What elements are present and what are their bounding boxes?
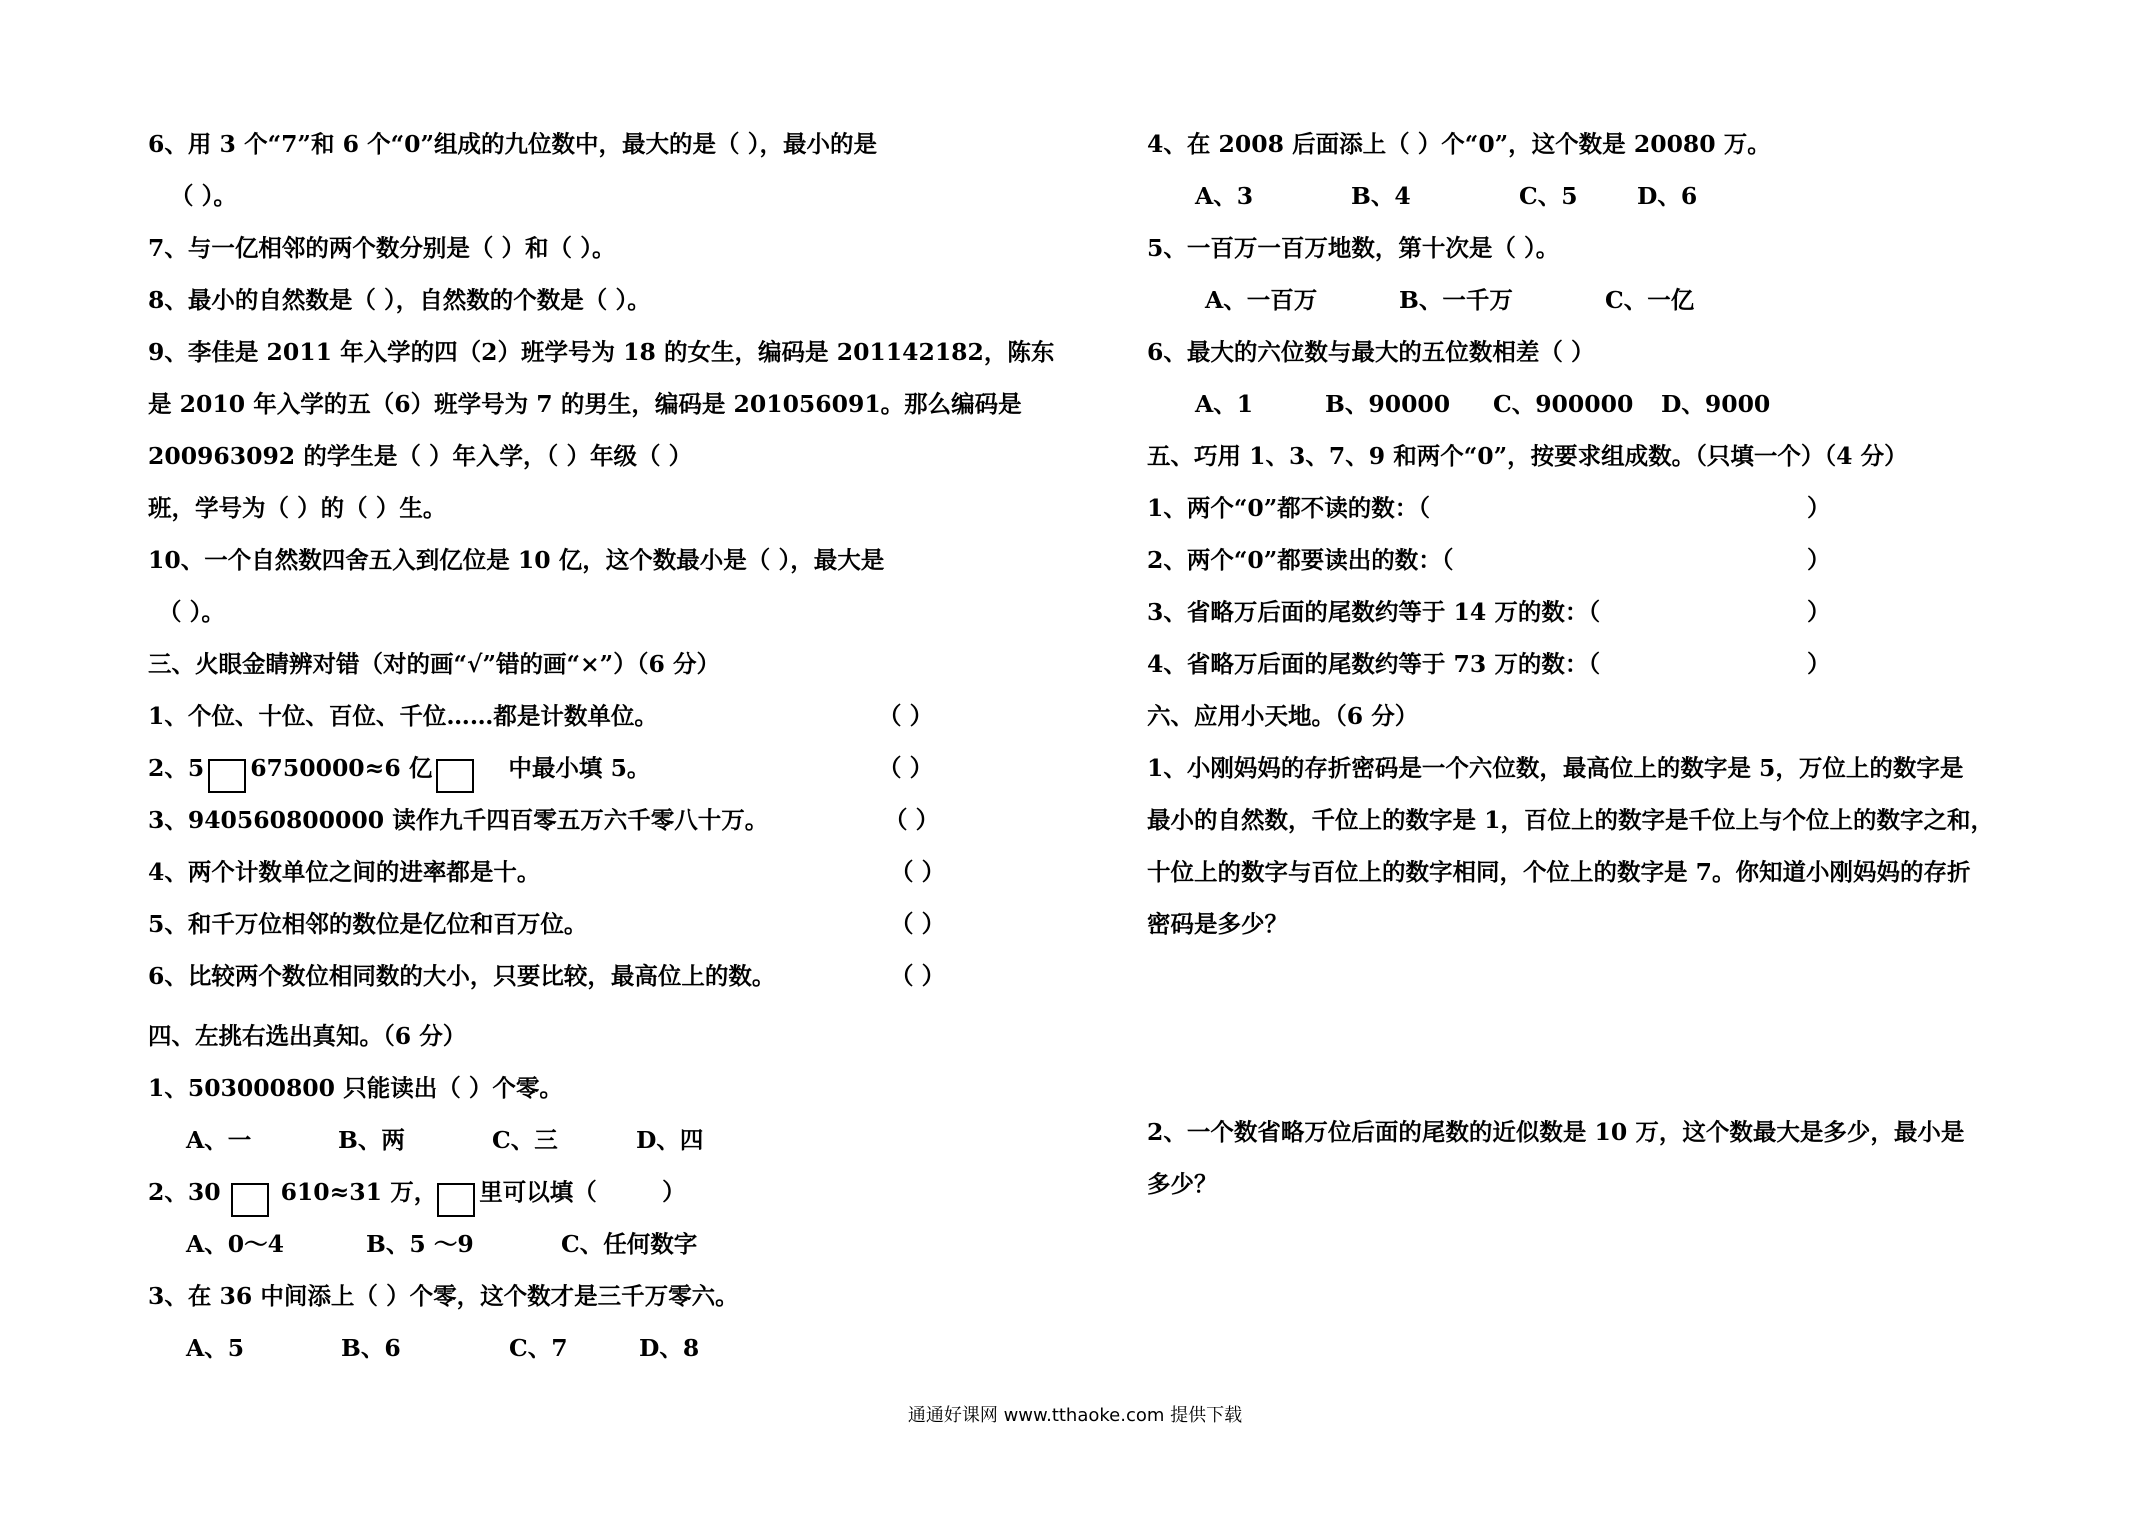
mc-question-r4-options — [1195, 178, 1697, 214]
option-d: D、9000 — [1661, 390, 1771, 418]
mc-question-2 — [148, 1174, 686, 1210]
option-c: C、900000 — [1493, 390, 1634, 418]
section-5-title: 五、巧用 1、3、7、9 和两个“0”，按要求组成数。（只填一个）（4 分） — [1147, 442, 1908, 470]
section-3-title: 三、火眼金睛辨对错（对的画“√”错的画“×”）（6 分） — [148, 650, 720, 678]
tf-item-4: 4、两个计数单位之间的进率都是十。 — [148, 858, 541, 886]
mc-question-1-options — [186, 1122, 703, 1158]
option-b: B、两 — [338, 1126, 405, 1154]
mc-question-r6-options — [1195, 386, 1770, 422]
footer-credit: 通通好课网 www.tthaoke.com 提供下载 — [907, 1405, 1243, 1426]
option-c: C、5 — [1519, 182, 1578, 210]
compose-item-2-close: ） — [1807, 546, 1831, 574]
tf-item-6: 6、比较两个数位相同数的大小，只要比较，最高位上的数。 — [148, 962, 776, 990]
word-problem-1-line3: 十位上的数字与百位上的数字相同，个位上的数字是 7。你知道小刚妈妈的存折 — [1147, 858, 1971, 886]
option-b: B、4 — [1351, 182, 1411, 210]
mc-question-2-part3: 里可以填（ ） — [479, 1178, 686, 1206]
word-problem-1-line4: 密码是多少？ — [1147, 910, 1288, 938]
mc-question-3: 3、在 36 中间添上（ ）个零，这个数才是三千万零六。 — [148, 1282, 739, 1310]
section-6-title: 六、应用小天地。（6 分） — [1147, 702, 1419, 730]
tf-item-1: 1、个位、十位、百位、千位……都是计数单位。 — [148, 702, 658, 730]
option-c: C、任何数字 — [561, 1230, 698, 1258]
blank-box — [437, 1183, 475, 1217]
compose-item-4-close: ） — [1807, 650, 1831, 678]
mc-question-3-options — [186, 1330, 699, 1366]
question-8: 8、最小的自然数是（ ），自然数的个数是（ ）。 — [148, 286, 651, 314]
question-6-line1: 6、用 3 个“7”和 6 个“0”组成的九位数中，最大的是（ ），最小的是 — [148, 130, 877, 158]
option-a: A、5 — [186, 1334, 245, 1362]
mc-question-2-part2: 610≈31 万， — [280, 1178, 438, 1206]
tf-answer-6: （ ） — [890, 962, 946, 990]
tf-item-2-part1: 2、5 — [148, 754, 205, 782]
question-7: 7、与一亿相邻的两个数分别是（ ）和（ ）。 — [148, 234, 616, 262]
mc-question-r6: 6、最大的六位数与最大的五位数相差（ ） — [1147, 338, 1595, 366]
word-problem-1-line2: 最小的自然数，千位上的数字是 1，百位上的数字是千位上与个位上的数字之和， — [1147, 806, 1995, 834]
compose-item-4: 4、省略万后面的尾数约等于 73 万的数：（ — [1147, 650, 1601, 678]
option-a: A、1 — [1195, 390, 1254, 418]
option-a: A、3 — [1195, 182, 1254, 210]
option-c: C、一亿 — [1605, 286, 1695, 314]
tf-answer-5: （ ） — [890, 910, 946, 938]
compose-item-1: 1、两个“0”都不读的数：（ — [1147, 494, 1430, 522]
option-b: B、一千万 — [1399, 286, 1513, 314]
tf-answer-4: （ ） — [890, 858, 946, 886]
mc-question-1: 1、503000800 只能读出（ ）个零。 — [148, 1074, 563, 1102]
option-b: B、5 ～9 — [366, 1230, 474, 1258]
compose-item-3-close: ） — [1807, 598, 1831, 626]
question-9-line4: 班，学号为（ ）的（ ）生。 — [148, 494, 447, 522]
blank-box — [231, 1183, 269, 1217]
compose-item-3: 3、省略万后面的尾数约等于 14 万的数：（ — [1147, 598, 1601, 626]
option-c: C、7 — [509, 1334, 568, 1362]
tf-item-2-part2: 6750000≈6 亿 — [250, 754, 433, 782]
question-10-line1: 10、一个自然数四舍五入到亿位是 10 亿，这个数最小是（ ），最大是 — [148, 546, 885, 574]
option-a: A、0～4 — [186, 1230, 284, 1258]
tf-item-5: 5、和千万位相邻的数位是亿位和百万位。 — [148, 910, 588, 938]
tf-item-2 — [148, 750, 650, 786]
question-9-line1: 9、李佳是 2011 年入学的四（2）班学号为 18 的女生，编码是 201142182，陈东 — [148, 338, 1055, 366]
blank-box — [436, 759, 474, 793]
tf-item-2-part3: 中最小填 5。 — [508, 754, 651, 782]
option-d: D、8 — [639, 1334, 700, 1362]
mc-question-r5-options — [1205, 282, 1694, 318]
option-a: A、一 — [186, 1126, 252, 1154]
option-b: B、6 — [341, 1334, 401, 1362]
tf-answer-3: （ ） — [884, 806, 940, 834]
word-problem-2-line2: 多少？ — [1147, 1170, 1218, 1198]
mc-question-r4: 4、在 2008 后面添上（ ）个“0”，这个数是 20080 万。 — [1147, 130, 1771, 158]
mc-question-2-options — [186, 1226, 697, 1262]
option-c: C、三 — [492, 1126, 558, 1154]
mc-question-2-part1: 2、30 — [148, 1178, 221, 1206]
tf-answer-2: （ ） — [878, 754, 934, 782]
blank-box — [208, 759, 246, 793]
question-10-line2: （ ）。 — [158, 598, 225, 626]
section-4-title: 四、左挑右选出真知。（6 分） — [148, 1022, 467, 1050]
option-d: D、四 — [636, 1126, 704, 1154]
option-b: B、90000 — [1325, 390, 1451, 418]
mc-question-r5: 5、一百万一百万地数，第十次是（ ）。 — [1147, 234, 1560, 262]
tf-answer-1: （ ） — [878, 702, 934, 730]
word-problem-2-line1: 2、一个数省略万位后面的尾数的近似数是 10 万，这个数最大是多少，最小是 — [1147, 1118, 1965, 1146]
tf-item-3: 3、940560800000 读作九千四百零五万六千零八十万。 — [148, 806, 769, 834]
option-a: A、一百万 — [1205, 286, 1318, 314]
question-6-line2: （ ）。 — [170, 182, 237, 210]
option-d: D、6 — [1637, 182, 1698, 210]
compose-item-2: 2、两个“0”都要读出的数：（ — [1147, 546, 1454, 574]
compose-item-1-close: ） — [1807, 494, 1831, 522]
question-9-line3: 200963092 的学生是（ ）年入学，（ ）年级（ ） — [148, 442, 693, 470]
question-9-line2: 是 2010 年入学的五（6）班学号为 7 的男生，编码是 201056091。那么编码是 — [148, 390, 1022, 418]
word-problem-1-line1: 1、小刚妈妈的存折密码是一个六位数，最高位上的数字是 5，万位上的数字是 — [1147, 754, 1964, 782]
